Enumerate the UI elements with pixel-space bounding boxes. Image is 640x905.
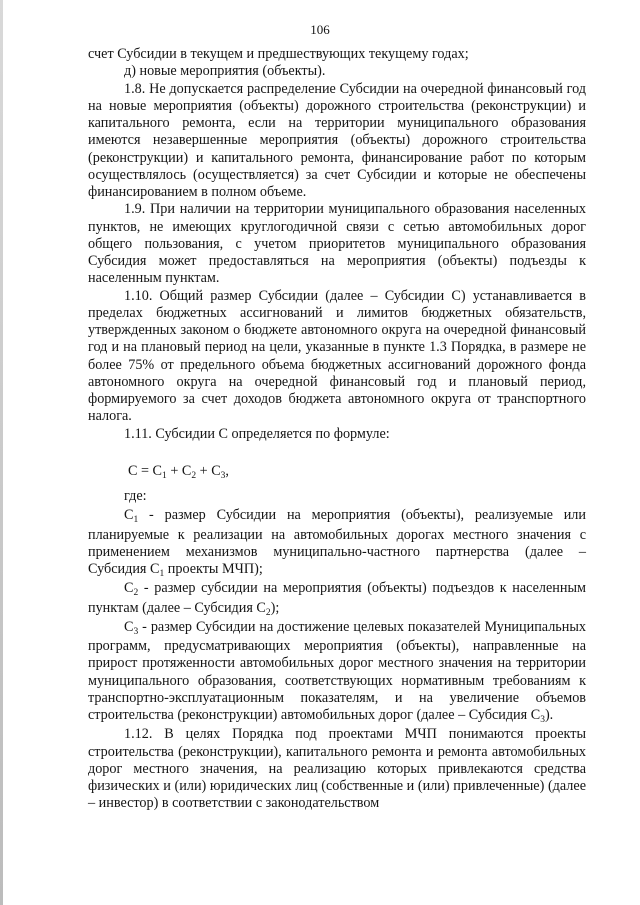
formula-sub-2: 2 xyxy=(191,470,197,481)
paragraph-1-11: 1.11. Субсидии С определяется по формуле: xyxy=(124,425,390,442)
c3-subscript: 3 xyxy=(133,626,139,637)
definition-c1 xyxy=(88,507,586,580)
definition-c3 xyxy=(88,619,586,727)
c2-subscript-2: 2 xyxy=(265,607,271,618)
list-item-d: д) новые мероприятия (объекты). xyxy=(124,63,326,80)
page-number: 106 xyxy=(310,22,330,37)
where-label: где: xyxy=(124,488,147,504)
c3-text-a: - размер Субсидии на достижение целевых показателей Муниципальных программ, предусматривающих мероприятия (объекты), направленные на прирост протяженности автомобильных дорог местного значения на территории муниципального образования, соответствующих нормативным требованиям к транспортно-эксплуатационным показателям, и на увеличение объемов строительства (реконструкции) автомобильных дорог (далее – Субсидия С xyxy=(88,618,586,723)
formula-sub-3: 3 xyxy=(220,470,226,481)
formula-sub-1: 1 xyxy=(162,470,167,481)
c2-symbol: С xyxy=(124,580,134,597)
formula-lhs: С = С xyxy=(128,462,163,479)
formula-end: , xyxy=(225,462,229,479)
c2-text-b: ); xyxy=(270,599,280,616)
c1-symbol: С xyxy=(124,507,134,524)
paragraph-1-12: 1.12. В целях Порядка под проектами МЧП понимаются проекты строительства (реконструкции), капитального ремонта и ремонта автомобильных дорог местного значения, на реализацию которых привлекаются средства физических и (или) юридических лиц (собственные и (или) привлеченные) (далее – инвестор) в соответствии с законодательством xyxy=(88,726,586,812)
c2-text-a: - размер субсидии на мероприятия (объекты) подъездов к населенным пунктам (далее – Субсидия С xyxy=(88,580,586,616)
c1-subscript: 1 xyxy=(133,515,139,526)
c1-text-a: - размер Субсидии на мероприятия (объекты), реализуемые или планируемые к реализации на автомобильных дорогах местного значения с применением механизмов муниципально-частного партнерства (далее – Субсидия С xyxy=(88,507,586,577)
formula-plus-1: + С xyxy=(166,462,192,479)
c1-subscript-2: 1 xyxy=(159,569,165,579)
formula xyxy=(88,463,586,482)
paragraph-continuation: счет Субсидии в текущем и предшествующих текущему годах; xyxy=(88,46,469,62)
formula-plus-2: + С xyxy=(196,462,221,479)
document-body xyxy=(88,46,586,813)
c3-subscript-2: 3 xyxy=(540,715,545,725)
c1-text-b: проекты МЧП); xyxy=(164,561,263,577)
paragraph-1-8: 1.8. Не допускается распределение Субсидии на очередной финансовый год на новые мероприятия (объекты) дорожного строительства (реконструкции) и капитального ремонта, если на территории муниципального образования имеются незавершенные мероприятия (объекты) дорожного строительства (реконструкции) и капитального ремонта, финансирование работ по которым осуществлялось (осуществляется) за счет Субсидии и которые не обеспечены финансированием в полном объеме. xyxy=(88,80,586,200)
c3-text-b: ). xyxy=(544,707,554,723)
paragraph-1-10: 1.10. Общий размер Субсидии (далее – Субсидии С) устанавливается в пределах бюджетных ассигнований и лимитов бюджетных обязательств, утвержденных законом о бюджете автономного округа на очередной финансовый год и на плановый период на цели, указанные в пункте 1.3 Порядка, в размере не более 75% от предельного объема бюджетных ассигнований дорожного фонда автономного округа на очередной финансовый год и плановый период, формируемого за счет доходов бюджета автономного округа от транспортного налога. xyxy=(88,287,586,425)
c2-subscript: 2 xyxy=(133,588,139,599)
scan-left-edge xyxy=(0,0,3,905)
definition-c2 xyxy=(88,580,586,619)
c3-symbol: С xyxy=(124,618,134,635)
paragraph-1-9: 1.9. При наличии на территории муниципального образования населенных пунктов, не имеющих круглогодичной связи с сетью автомобильных дорог общего пользования, с учетом приоритетов муниципального образования Субсидия может предоставляться на мероприятия (объекты) подъезды к населенным пунктам. xyxy=(88,201,586,287)
